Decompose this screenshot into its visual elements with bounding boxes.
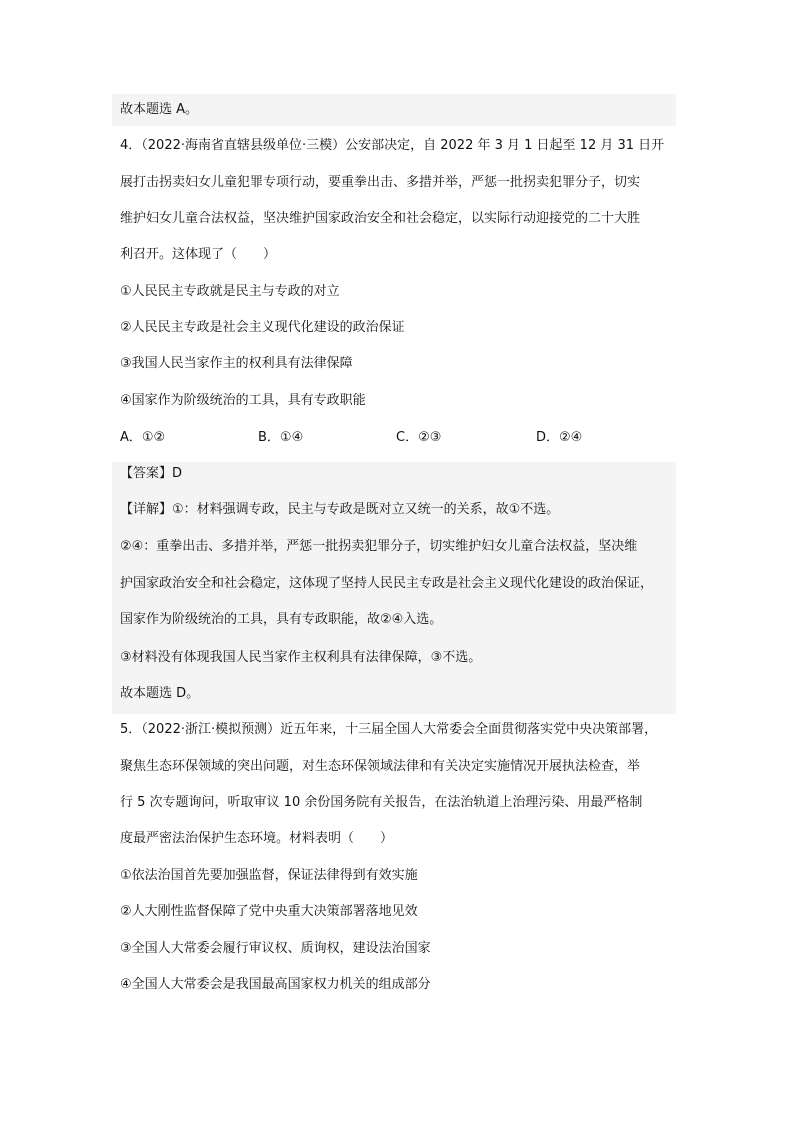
q5-statement-3: ③全国人大常委会履行审议权、质询权，建设法治国家 [120, 941, 431, 956]
q4-stem-line-2: 展打击拐卖妇女儿童犯罪专项行动，要重拳出击、多措并举，严惩一批拐卖犯罪分子，切实 [120, 175, 641, 190]
q4-analysis-line-1: 【详解】①：材料强调专政，民主与专政是既对立又统一的关系，故①不选。 [120, 502, 560, 517]
q4-statement-3: ③我国人民当家作主的权利具有法律保障 [120, 356, 353, 371]
q5-statement-2: ②人大刚性监督保障了党中央重大决策部署落地见效 [120, 904, 418, 919]
q4-analysis-line-3: 护国家政治安全和社会稳定，这体现了坚持人民民主专政是社会主义现代化建设的政治保证， [120, 576, 654, 591]
q4-analysis-line-4: 国家作为阶级统治的工具，具有专政职能，故②④入选。 [120, 612, 443, 627]
q5-stem-line-1: 5．（2022·浙江·模拟预测）近五年来，十三届全国人大常委会全面贯彻落实党中央决策部署， [120, 722, 658, 737]
q5-stem-line-2: 聚焦生态环保领域的突出问题，对生态环保领域法律和有关决定实施情况开展执法检查，举 [120, 759, 641, 774]
q4-option-d: D．②④ [536, 430, 583, 445]
q5-statement-4: ④全国人大常委会是我国最高国家权力机关的组成部分 [120, 977, 431, 992]
q5-stem-line-3: 行 5 次专题询问，听取审议 10 余份国务院有关报告，在法治轨道上治理污染、用最严格制 [120, 795, 643, 810]
q4-option-b: B．①④ [258, 430, 304, 445]
q4-stem-line-1: 4．（2022·海南省直辖县级单位·三模）公安部决定，自 2022 年 3 月 1 日起至 12 月 31 日开 [120, 138, 665, 153]
q4-analysis-line-5: ③材料没有体现我国人民当家作主权利具有法律保障，③不选。 [120, 650, 482, 665]
q4-answer: 【答案】D [120, 466, 183, 481]
q4-statement-2: ②人民民主专政是社会主义现代化建设的政治保证 [120, 320, 405, 335]
q4-option-a: A．①② [120, 430, 166, 445]
q4-stem-line-4: 利召开。这体现了（ ） [120, 247, 277, 262]
q4-stem-line-3: 维护妇女儿童合法权益，坚决维护国家政治安全和社会稳定，以实际行动迎接党的二十大胜 [120, 211, 641, 226]
q5-statement-1: ①依法治国首先要加强监督，保证法律得到有效实施 [120, 868, 418, 883]
q4-option-c: C．②③ [396, 430, 442, 445]
q4-analysis-line-6: 故本题选 D。 [120, 686, 200, 701]
q4-statement-4: ④国家作为阶级统治的工具，具有专政职能 [120, 393, 366, 408]
q4-analysis-line-2: ②④：重拳出击、多措并举，严惩一批拐卖犯罪分子，切实维护妇女儿童合法权益，坚决维 [120, 539, 638, 554]
q3-conclusion: 故本题选 A。 [120, 102, 199, 117]
q5-stem-line-4: 度最严密法治保护生态环境。材料表明（ ） [120, 831, 394, 846]
q4-statement-1: ①人民民主专政就是民主与专政的对立 [120, 284, 340, 299]
